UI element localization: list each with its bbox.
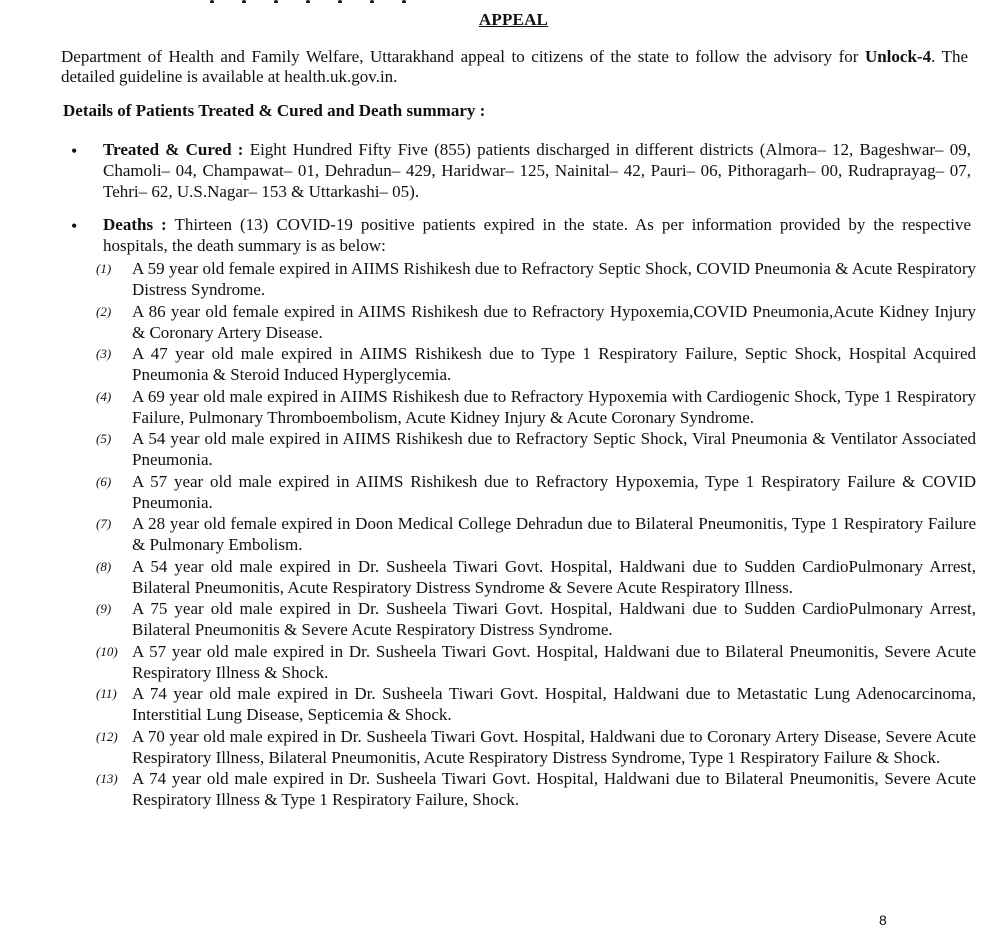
deaths-text: Thirteen (13) COVID-19 positive patients expired in the state. As per information provided by the respective hospitals, the death summary is as below:	[103, 215, 972, 255]
list-item	[96, 428, 976, 470]
list-item	[96, 768, 976, 810]
treated-cured-paragraph	[103, 139, 971, 202]
deaths-label: Deaths :	[103, 215, 167, 234]
list-item	[96, 641, 976, 683]
list-item-text: A 57 year old male expired in Dr. Susheela Tiwari Govt. Hospital, Haldwani due to Bilateral Pneumonitis, Severe Acute Respiratory Illness & Shock.	[132, 641, 976, 682]
list-item-text: A 54 year old male expired in Dr. Susheela Tiwari Govt. Hospital, Haldwani due to Sudden CardioPulmonary Arrest, Bilateral Pneumonitis, Acute Respiratory Distress Syndrome & Severe Acute Respiratory Illness.	[132, 556, 976, 597]
list-item-text: A 69 year old male expired in AIIMS Rishikesh due to Refractory Hypoxemia with Cardiogenic Shock, Type 1 Respiratory Failure, Pulmonary Thromboembolism, Acute Kidney Injury & Acute Coronary Syndrome.	[132, 386, 976, 427]
bullet-dot-icon: •	[71, 216, 78, 236]
list-item-number: (6)	[96, 473, 112, 489]
list-item	[96, 471, 976, 513]
appeal-text-before: Department of Health and Family Welfare, Uttarakhand appeal to citizens of the state to follow the advisory for	[61, 47, 865, 66]
list-item	[96, 683, 976, 725]
list-item-text: A 57 year old male expired in AIIMS Rishikesh due to Refractory Hypoxemia, Type 1 Respiratory Failure & COVID Pneumonia.	[132, 471, 976, 512]
list-item-number: (10)	[96, 643, 118, 659]
list-item-number: (12)	[96, 728, 118, 744]
list-item-number: (3)	[96, 346, 112, 361]
list-item-number: (7)	[96, 516, 112, 531]
list-item-text: A 75 year old male expired in Dr. Susheela Tiwari Govt. Hospital, Haldwani due to Sudden CardioPulmonary Arrest, Bilateral Pneumonitis & Severe Acute Respiratory Distress Syndrome.	[132, 599, 976, 639]
cropped-previous-line	[210, 0, 510, 3]
deaths-paragraph	[103, 214, 971, 256]
list-item-text: A 70 year old male expired in Dr. Susheela Tiwari Govt. Hospital, Haldwani due to Coronary Artery Disease, Severe Acute Respiratory Illness, Bilateral Pneumonitis, Acute Respiratory Distress Syndrome, Type 1 Respiratory Failure & Shock.	[132, 726, 976, 767]
list-item-text: A 74 year old male expired in Dr. Susheela Tiwari Govt. Hospital, Haldwani due to Bilateral Pneumonitis, Severe Acute Respiratory Illness & Type 1 Respiratory Failure, Shock.	[132, 769, 976, 809]
appeal-text-after: . The detailed guideline is available at health.uk.gov.in.	[61, 47, 968, 86]
section-heading: Details of Patients Treated & Cured and Death summary :	[63, 101, 486, 120]
list-item-text: A 47 year old male expired in AIIMS Rishikesh due to Type 1 Respiratory Failure, Septic Shock, Hospital Acquired Pneumonia & Steroid Induced Hyperglycemia.	[132, 344, 976, 384]
list-item-text: A 28 year old female expired in Doon Medical College Dehradun due to Bilateral Pneumonitis, Type 1 Respiratory Failure & Pulmonary Embolism.	[132, 514, 976, 554]
list-item-text: A 86 year old female expired in AIIMS Rishikesh due to Refractory Hypoxemia,COVID Pneumonia,Acute Kidney Injury & Coronary Artery Disease.	[132, 301, 976, 342]
list-item-text: A 54 year old male expired in AIIMS Rishikesh due to Refractory Septic Shock, Viral Pneumonia & Ventilator Associated Pneumonia.	[132, 429, 976, 469]
unlock-phase-label: Unlock-4	[864, 47, 932, 66]
list-item-number: (9)	[96, 601, 112, 616]
list-item	[96, 513, 976, 555]
page-title: APPEAL	[478, 10, 549, 29]
list-item-number: (4)	[96, 388, 112, 404]
list-item-number: (13)	[96, 771, 118, 786]
list-item-number: (2)	[96, 303, 112, 319]
list-item	[96, 726, 976, 768]
list-item-text: A 74 year old male expired in Dr. Susheela Tiwari Govt. Hospital, Haldwani due to Metastatic Lung Adenocarcinoma, Interstitial Lung Disease, Septicemia & Shock.	[132, 684, 976, 724]
treated-cured-label: Treated & Cured :	[103, 140, 244, 159]
list-item	[96, 556, 976, 598]
treated-cured-text: Eight Hundred Fifty Five (855) patients discharged in different districts (Almora– 12, Bageshwar– 09, Chamoli– 04, Champawat– 01, Dehradun– 429, Haridwar– 125, Nainital– 42, Pauri– 06, Pithoragarh– 00, Rudraprayag– 07, Tehri– 62, U.S.Nagar– 153 & Uttarkashi– 05).	[103, 140, 971, 201]
page-number: 8	[879, 912, 887, 928]
death-summary-list	[96, 258, 976, 811]
list-item	[96, 343, 976, 385]
list-item	[96, 301, 976, 343]
list-item	[96, 598, 976, 640]
list-item-number: (8)	[96, 558, 112, 574]
list-item	[96, 386, 976, 428]
list-item-number: (11)	[96, 686, 117, 701]
bullet-dot-icon: •	[71, 141, 78, 161]
list-item-number: (5)	[96, 431, 112, 446]
list-item-text: A 59 year old female expired in AIIMS Rishikesh due to Refractory Septic Shock, COVID Pneumonia & Acute Respiratory Distress Syndrome.	[132, 259, 976, 299]
list-item-number: (1)	[96, 261, 112, 276]
list-item	[96, 258, 976, 300]
appeal-paragraph	[61, 47, 968, 87]
